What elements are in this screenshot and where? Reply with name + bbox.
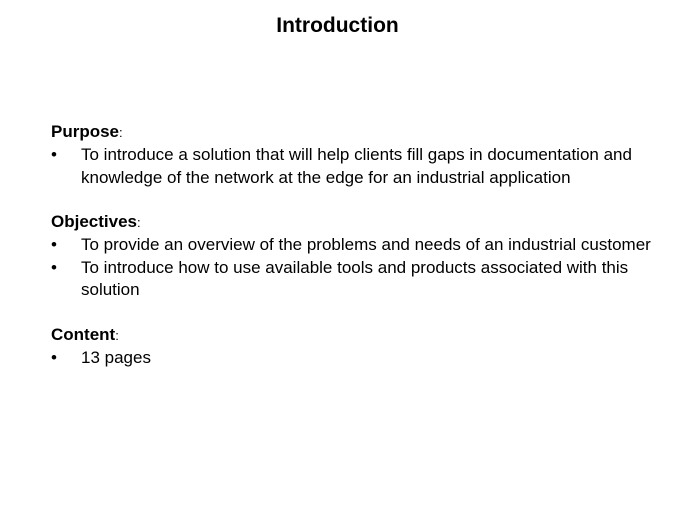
section-heading-objectives [51,211,651,234]
bullet-text: To provide an overview of the problems and needs of an industrial customer [81,235,651,255]
slide-body [51,121,651,392]
bullet-list-objectives [51,234,651,301]
slide-title: Introduction [276,14,399,37]
section-purpose [51,121,651,189]
bullet-icon: • [51,235,57,255]
heading-text: Purpose [51,122,120,141]
bullet-list-content [51,347,651,369]
heading-colon: : [119,125,123,140]
section-content [51,324,651,370]
heading-text: Objectives [51,212,137,232]
bullet-icon: • [51,257,57,277]
bullet-item [51,144,651,189]
heading-text: Content [51,324,116,344]
bullet-text: To introduce how to use available tools and products associated with this solution [81,257,629,300]
bullet-item [51,347,651,369]
heading-colon: : [137,215,141,231]
bullet-text: 13 pages [81,347,151,367]
bullet-item [51,234,651,256]
heading-colon: : [115,327,119,343]
section-objectives [51,211,651,301]
bullet-item [51,257,651,302]
section-heading-content [51,324,651,347]
section-heading-purpose [51,121,651,144]
bullet-text: To introduce a solution that will help clients fill gaps in documentation and knowledge of the network at the edge for an industrial application [81,145,632,187]
bullet-icon: • [51,145,57,165]
bullet-icon: • [51,347,57,367]
bullet-list-purpose [51,144,651,189]
